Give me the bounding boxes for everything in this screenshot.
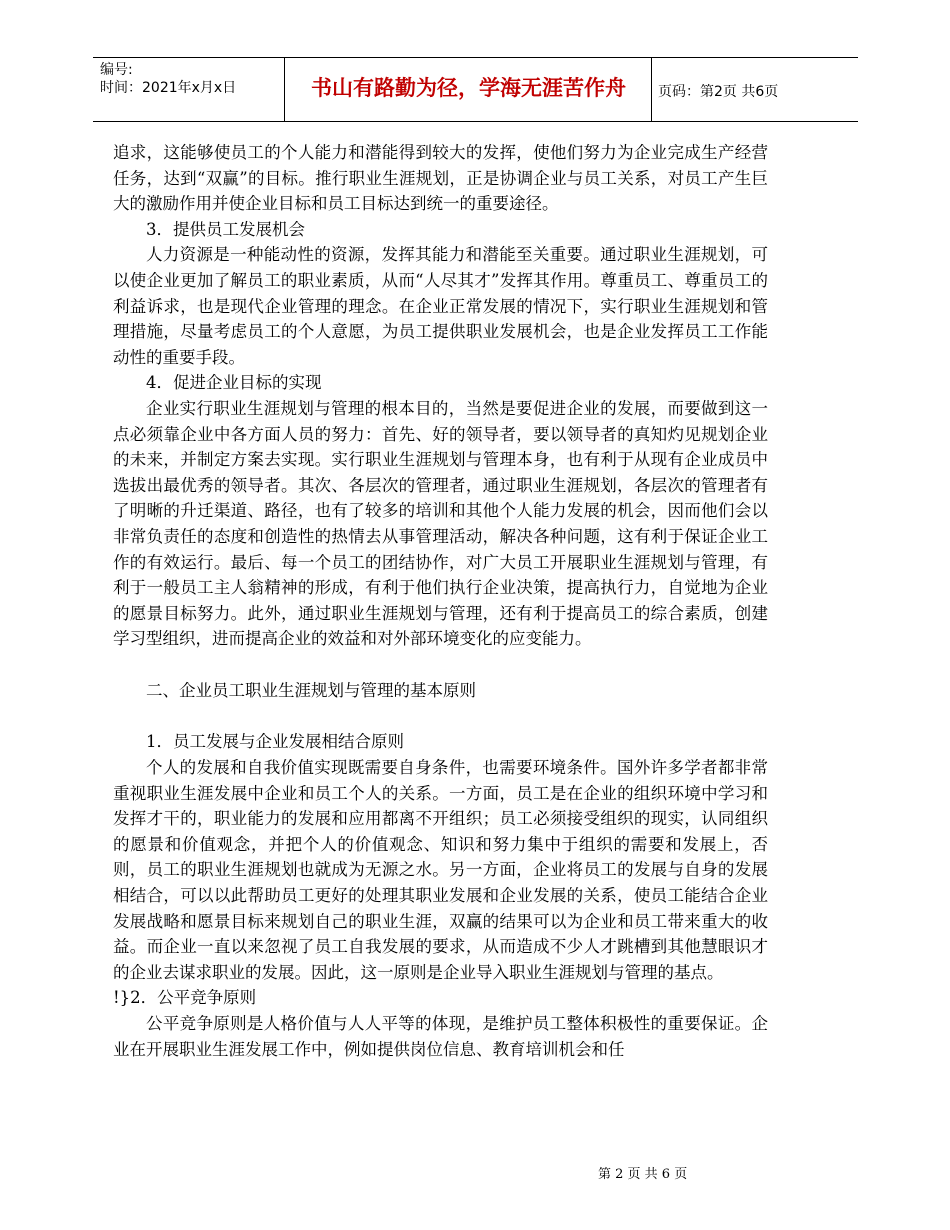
- heading-3-provide-opportunities: 3．提供员工发展机会: [146, 219, 305, 239]
- header-divider-right: [651, 57, 652, 122]
- serial-label: 编号:: [100, 62, 133, 78]
- heading-4-enterprise-goals: 4．促进企业目标的实现: [146, 373, 322, 393]
- paragraph-combined-development: 个人的发展和自我价值实现既需要自身条件，也需要环境条件。国外许多学者都非常重视职业生涯发展中企业和员工个人的关系。一方面，员工是在企业的组织环境中学习和发挥才干的，职业能力的发展和应用都离不开组织；员工必须接受组织的现实，认同组织的愿景和价值观念，并把个人的价值观念、知识和努力集中于组织的需要和发展上，否则，员工的职业生涯规划也就成为无源之水。另一方面，企业将员工的发展与自身的发展相结合，可以以此帮助员工更好的处理其职业发展和企业发展的关系，使员工能结合企业发展战略和愿景目标来规划自己的职业生涯，双赢的结果可以为企业和员工带来重大的收益。而企业一直以来忽视了员工自我发展的要求，从而造成不少人才跳槽到其他慧眼识才的企业去谋求职业的发展。因此，这一原则是企业导入职业生涯规划与管理的基点。: [113, 758, 768, 982]
- heading-1-combined-development: 1．员工发展与企业发展相结合原则: [146, 732, 404, 752]
- heading-2-fair-competition: !}2．公平竞争原则: [113, 988, 257, 1008]
- paragraph-enterprise-goals: 企业实行职业生涯规划与管理的根本目的，当然是要促进企业的发展，而要做到这一点必须靠企业中各方面人员的努力：首先、好的领导者，要以领导者的真知灼见规划企业的未来，并制定方案去实现。实行职业生涯规划与管理本身，也有利于从现有企业成员中选拔出最优秀的领导者。其次、各层次的管理者，通过职业生涯规划，各层次的管理者有了明晰的升迁渠道、路径，也有了较多的培训和其他个人能力发展的机会，因而他们会以非常负责任的态度和创造性的热情去从事管理活动，解决各种问题，这有利于保证企业工作的有效运行。最后、每一个员工的团结协作，对广大员工开展职业生涯规划与管理，有利于一般员工主人翁精神的形成，有利于他们执行企业决策，提高执行力，自觉地为企业的愿景目标努力。此外，通过职业生涯规划与管理，还有利于提高员工的综合素质，创建学习型组织，进而提高企业的效益和对外部环境变化的应变能力。: [113, 398, 768, 649]
- section-heading-principles: 二、企业员工职业生涯规划与管理的基本原则: [146, 680, 476, 700]
- header-motto: 书山有路勤为径，学海无涯苦作舟: [311, 76, 626, 100]
- paragraph-opportunities: 人力资源是一种能动性的资源，发挥其能力和潜能至关重要。通过职业生涯规划，可以使企业更加了解员工的职业素质，从而“人尽其才”发挥其作用。尊重员工、尊重员工的利益诉求，也是现代企业管理的理念。在企业正常发展的情况下，实行职业生涯规划和管理措施，尽量考虑员工的个人意愿，为员工提供职业发展机会，也是企业发挥员工工作能动性的重要手段。: [113, 245, 768, 367]
- header-top-rule: [93, 57, 858, 58]
- document-body: [113, 140, 768, 1062]
- time-label: 时间：2021年x月x日: [100, 80, 237, 96]
- paragraph-continuation: 追求，这能够使员工的个人能力和潜能得到较大的发挥，使他们努力为企业完成生产经营任务，达到“双赢”的目标。推行职业生涯规划，正是协调企业与员工关系，对员工产生巨大的激励作用并使企业目标和员工目标达到统一的重要途径。: [113, 143, 768, 214]
- paragraph-fair-competition: 公平竞争原则是人格价值与人人平等的体现，是维护员工整体积极性的重要保证。企业在开展职业生涯发展工作中，例如提供岗位信息、教育培训机会和任: [113, 1014, 768, 1059]
- page-info: 页码：第2页 共6页: [658, 84, 779, 100]
- header-bottom-rule: [93, 121, 858, 122]
- page-footer: 第 2 页 共 6 页: [598, 1167, 688, 1182]
- header-divider-left: [284, 57, 285, 122]
